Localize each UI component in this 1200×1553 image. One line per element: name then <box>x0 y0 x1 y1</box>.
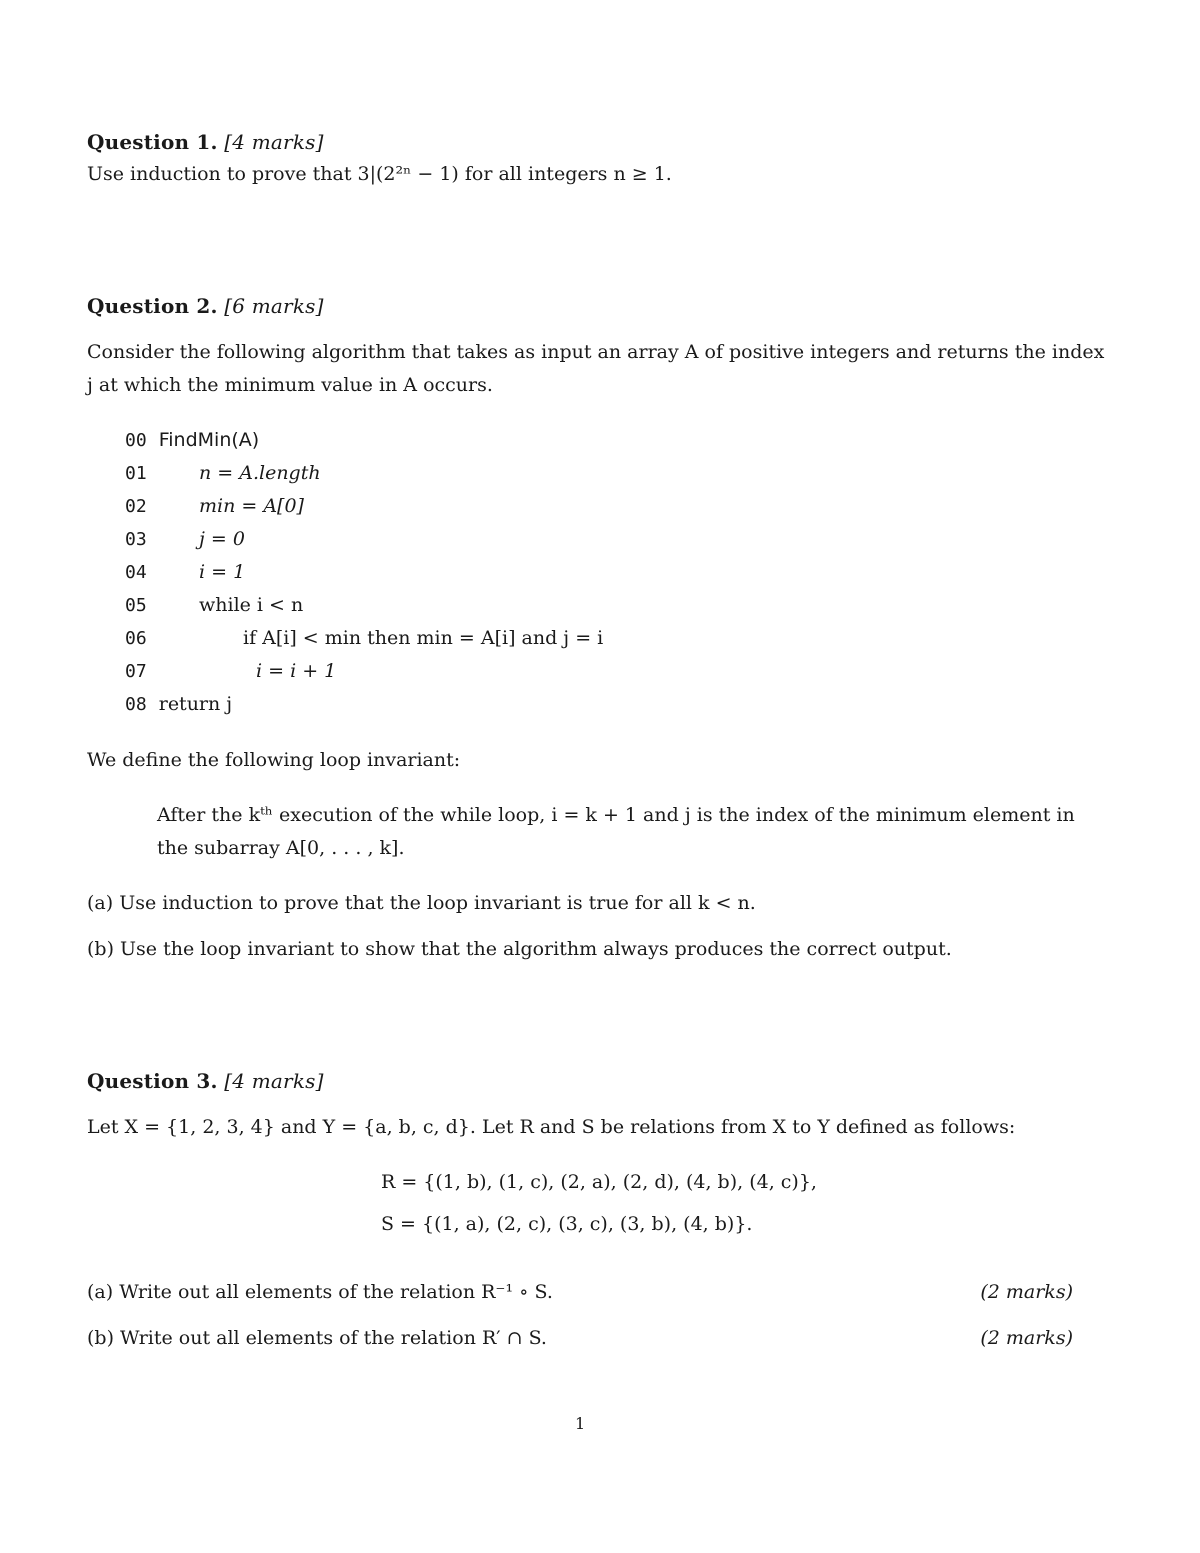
algo-line <box>125 464 147 483</box>
algo-line <box>125 629 147 648</box>
relation-s: S = {(1, a), (2, c), (3, c), (3, b), (4, b)}. <box>381 1213 753 1235</box>
relation-r: R = {(1, b), (1, c), (2, a), (2, d), (4, b), (4, c)}, <box>381 1171 817 1193</box>
algo-line-code: FindMin(A) <box>158 429 260 451</box>
algo-line-code: if A[i] < min then min = A[i] and j = i <box>243 627 604 649</box>
q2-intro-line2: j at which the minimum value in A occurs. <box>87 374 493 396</box>
page-number: 1 <box>575 1414 586 1433</box>
q1-heading <box>87 132 324 152</box>
algo-line-code: i = i + 1 <box>256 660 337 682</box>
invariant-line1: After the kᵗʰ execution of the while loop, i = k + 1 and j is the index of the minimum element in <box>157 804 1075 826</box>
q3-heading <box>87 1071 324 1091</box>
algo-line-number: 06 <box>125 628 147 649</box>
algo-line-number: 02 <box>125 496 147 517</box>
algo-line-number: 03 <box>125 529 147 550</box>
q2-part-a: (a) Use induction to prove that the loop invariant is true for all k < n. <box>87 892 756 914</box>
algo-line <box>125 662 147 681</box>
q3-part-b-marks: (2 marks) <box>980 1327 1073 1349</box>
q2-marks: [6 marks] <box>224 294 324 318</box>
algo-line-code: i = 1 <box>199 561 246 583</box>
q3-part-a-marks: (2 marks) <box>980 1281 1073 1303</box>
algo-line <box>125 497 147 516</box>
q1-title: Question 1. <box>87 130 218 154</box>
q3-marks: [4 marks] <box>224 1069 324 1093</box>
q1-text: Use induction to prove that 3|(2²ⁿ − 1) for all integers n ≥ 1. <box>87 163 672 185</box>
algo-line-code: min = A[0] <box>199 495 304 517</box>
algo-line <box>125 695 232 714</box>
algo-line-number: 01 <box>125 463 147 484</box>
algo-line <box>125 596 147 615</box>
invariant-line2: the subarray A[0, . . . , k]. <box>157 837 405 859</box>
q3-part-b: (b) Write out all elements of the relation R′ ∩ S. <box>87 1327 547 1349</box>
algo-line <box>125 530 147 549</box>
algo-line-number: 07 <box>125 661 147 682</box>
q3-part-a: (a) Write out all elements of the relation R⁻¹ ∘ S. <box>87 1281 553 1303</box>
q3-title: Question 3. <box>87 1069 218 1093</box>
algo-line <box>125 431 259 450</box>
algo-line-number: 00 <box>125 430 147 451</box>
algo-line-number: 08 <box>125 694 147 715</box>
algo-line-code: n = A.length <box>199 462 321 484</box>
q2-title: Question 2. <box>87 294 218 318</box>
q2-intro-line1: Consider the following algorithm that takes as input an array A of positive integers and returns the index <box>87 341 1105 363</box>
q2-heading <box>87 296 324 316</box>
q1-marks: [4 marks] <box>224 130 324 154</box>
invariant-intro: We define the following loop invariant: <box>87 749 461 771</box>
algo-line-code: while i < n <box>199 594 304 616</box>
algo-line-code: j = 0 <box>199 528 245 550</box>
algo-line-number: 05 <box>125 595 147 616</box>
algo-line-number: 04 <box>125 562 147 583</box>
q3-intro: Let X = {1, 2, 3, 4} and Y = {a, b, c, d}. Let R and S be relations from X to Y defined as follows: <box>87 1116 1016 1138</box>
q2-part-b: (b) Use the loop invariant to show that the algorithm always produces the correct output. <box>87 938 952 960</box>
algo-line <box>125 563 147 582</box>
algo-line-code: return j <box>158 693 233 715</box>
